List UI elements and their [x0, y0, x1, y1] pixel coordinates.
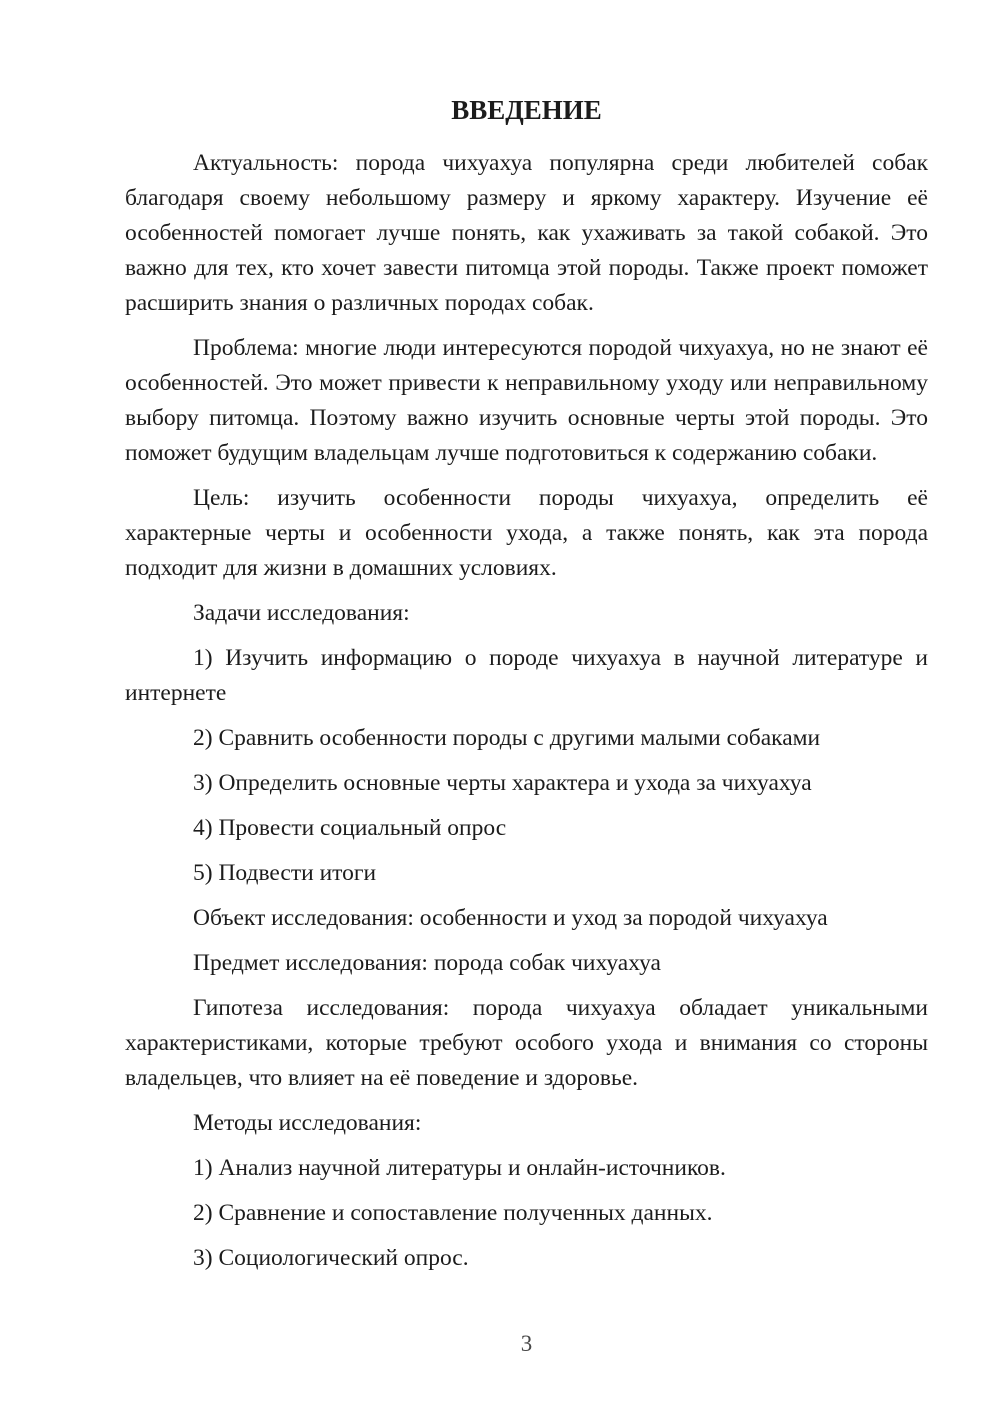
- method-item-3: 3) Социологический опрос.: [193, 1245, 469, 1271]
- paragraph-hypothesis: Гипотеза исследования: порода чихуахуа обладает уникальными характеристиками, которые требуют особого ухода и внимания со стороны владельцев, что влияет на её поведение и здоровье.: [125, 995, 928, 1091]
- task-item-2: 2) Сравнить особенности породы с другими малыми собаками: [193, 725, 821, 751]
- task-item-3: 3) Определить основные черты характера и ухода за чихуахуа: [193, 770, 812, 796]
- methods-heading: Методы исследования:: [193, 1110, 422, 1136]
- document-content: [125, 93, 928, 1286]
- paragraph-goal: Цель: изучить особенности породы чихуахуа, определить её характерные черты и особенности ухода, а также понять, как эта порода подходит для жизни в домашних условиях.: [125, 485, 928, 581]
- method-item-1: 1) Анализ научной литературы и онлайн-источников.: [193, 1155, 726, 1181]
- paragraph-actuality: Актуальность: порода чихуахуа популярна среди любителей собак благодаря своему небольшому размеру и яркому характеру. Изучение её особенностей помогает лучше понять, как ухаживать за такой собакой. Это важно для тех, кто хочет завести питомца этой породы. Также проект поможет расширить знания о различных породах собак.: [125, 150, 928, 316]
- method-item-2: 2) Сравнение и сопоставление полученных данных.: [193, 1200, 713, 1226]
- task-item-5: 5) Подвести итоги: [193, 860, 377, 886]
- tasks-heading: Задачи исследования:: [193, 600, 410, 626]
- task-item-1: 1) Изучить информацию о породе чихуахуа в научной литературе и интернете: [125, 645, 928, 706]
- paragraph-object: Объект исследования: особенности и уход за породой чихуахуа: [193, 905, 828, 931]
- paragraph-problem: Проблема: многие люди интересуются породой чихуахуа, но не знают её особенностей. Это может привести к неправильному уходу или неправильному выбору питомца. Поэтому важно изучить основные черты этой породы. Это поможет будущим владельцам лучше подготовиться к содержанию собаки.: [125, 335, 928, 466]
- page-title: ВВЕДЕНИЕ: [451, 95, 602, 125]
- page-number: 3: [520, 1331, 533, 1356]
- task-item-4: 4) Провести социальный опрос: [193, 815, 507, 841]
- paragraph-subject: Предмет исследования: порода собак чихуахуа: [193, 950, 661, 976]
